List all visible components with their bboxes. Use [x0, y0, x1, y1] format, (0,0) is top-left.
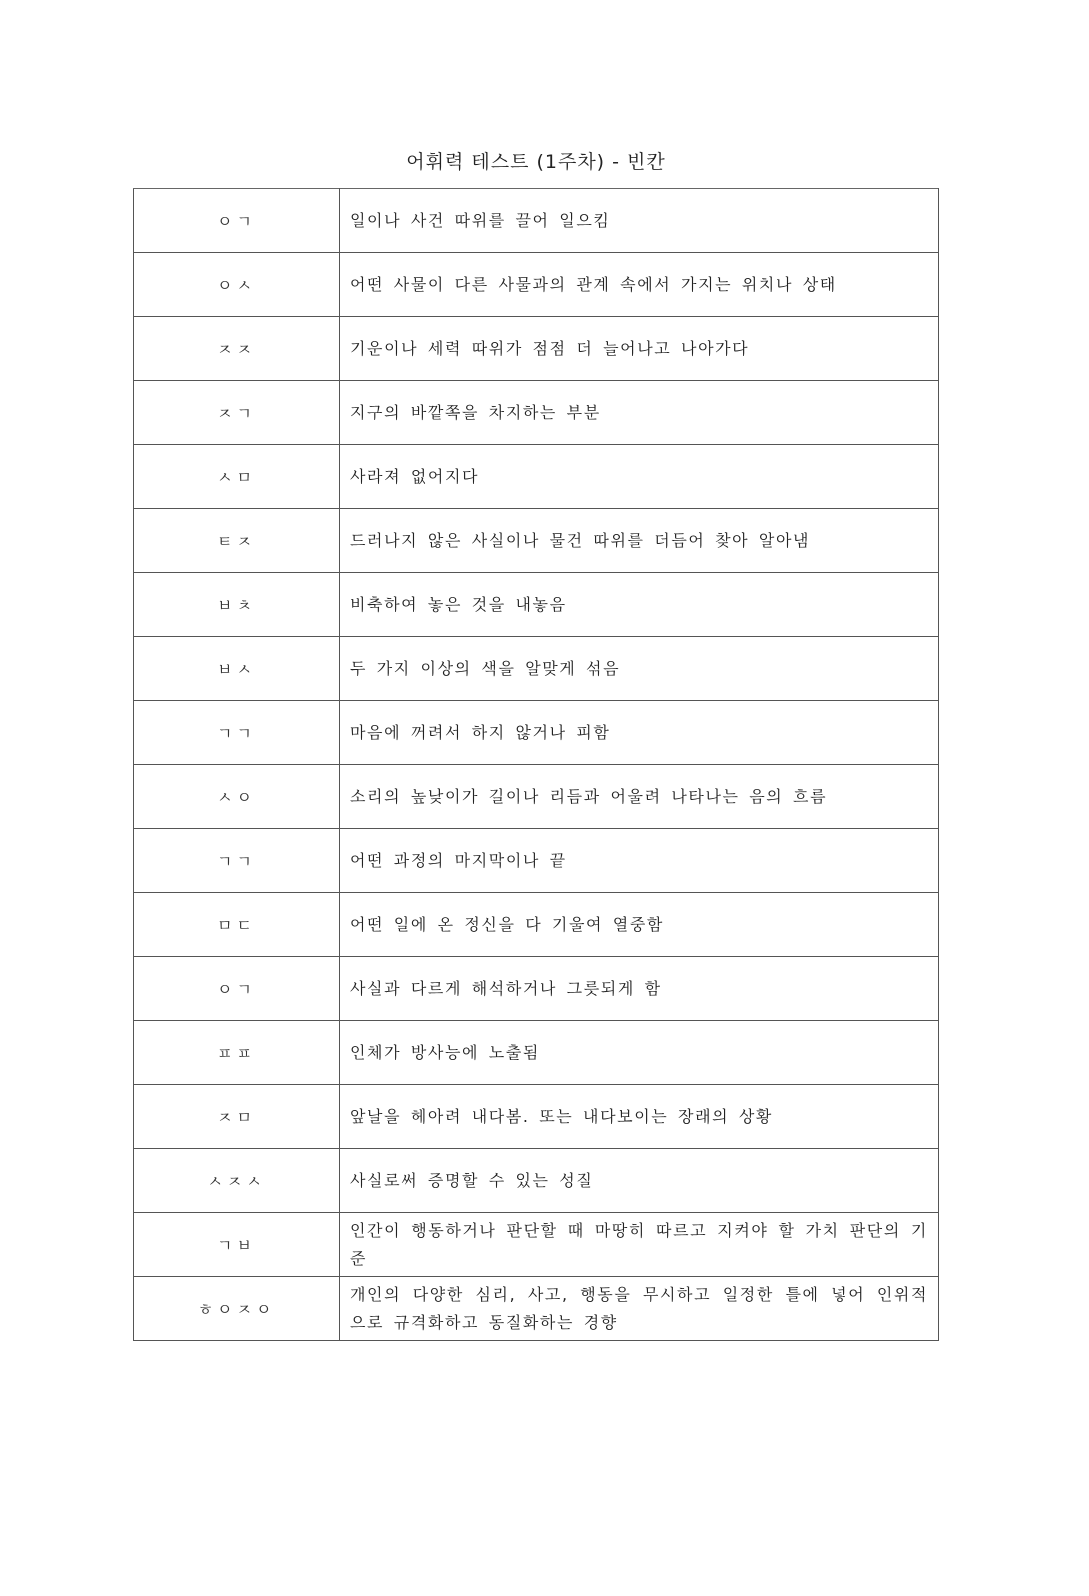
table-row: [134, 317, 939, 381]
definition-cell: 일이나 사건 따위를 끌어 일으킴: [340, 189, 939, 253]
table-row: [134, 893, 939, 957]
definition-cell: 지구의 바깥쪽을 차지하는 부분: [340, 381, 939, 445]
definition-cell: 사실과 다르게 해석하거나 그릇되게 함: [340, 957, 939, 1021]
definition-cell: 기운이나 세력 따위가 점점 더 늘어나고 나아가다: [340, 317, 939, 381]
definition-cell: 어떤 사물이 다른 사물과의 관계 속에서 가지는 위치나 상태: [340, 253, 939, 317]
initial-consonant-hint: ㅎㅇㅈㅇ: [134, 1277, 340, 1341]
initial-consonant-hint: ㅅㅈㅅ: [134, 1149, 340, 1213]
table-row: [134, 1213, 939, 1277]
initial-consonant-hint: ㅈㅈ: [134, 317, 340, 381]
table-row: [134, 829, 939, 893]
definition-cell: 어떤 과정의 마지막이나 끝: [340, 829, 939, 893]
initial-consonant-hint: ㅈㄱ: [134, 381, 340, 445]
table-row: [134, 189, 939, 253]
initial-consonant-hint: ㄱㄱ: [134, 701, 340, 765]
initial-consonant-hint: ㅌㅈ: [134, 509, 340, 573]
table-row: [134, 1149, 939, 1213]
initial-consonant-hint: ㄱㄱ: [134, 829, 340, 893]
initial-consonant-hint: ㅅㅁ: [134, 445, 340, 509]
table-row: [134, 253, 939, 317]
definition-cell: 마음에 꺼려서 하지 않거나 피함: [340, 701, 939, 765]
initial-consonant-hint: ㅁㄷ: [134, 893, 340, 957]
initial-consonant-hint: ㄱㅂ: [134, 1213, 340, 1277]
table-row: [134, 1085, 939, 1149]
definition-cell: 사실로써 증명할 수 있는 성질: [340, 1149, 939, 1213]
table-row: [134, 1277, 939, 1341]
table-row: [134, 445, 939, 509]
definition-cell: 두 가지 이상의 색을 알맞게 섞음: [340, 637, 939, 701]
initial-consonant-hint: ㅂㅅ: [134, 637, 340, 701]
definition-cell: 어떤 일에 온 정신을 다 기울여 열중함: [340, 893, 939, 957]
initial-consonant-hint: ㅂㅊ: [134, 573, 340, 637]
vocabulary-table: [133, 188, 939, 1341]
table-row: [134, 509, 939, 573]
definition-cell: 인체가 방사능에 노출됨: [340, 1021, 939, 1085]
definition-cell: 사라져 없어지다: [340, 445, 939, 509]
table-row: [134, 765, 939, 829]
definition-cell: 앞날을 헤아려 내다봄. 또는 내다보이는 장래의 상황: [340, 1085, 939, 1149]
definition-cell: 드러나지 않은 사실이나 물건 따위를 더듬어 찾아 알아냄: [340, 509, 939, 573]
definition-cell: 소리의 높낮이가 길이나 리듬과 어울려 나타나는 음의 흐름: [340, 765, 939, 829]
initial-consonant-hint: ㅍㅍ: [134, 1021, 340, 1085]
page-title: 어휘력 테스트 (1주차) - 빈칸: [406, 151, 666, 173]
initial-consonant-hint: ㅇㄱ: [134, 957, 340, 1021]
table-row: [134, 957, 939, 1021]
initial-consonant-hint: ㅇㄱ: [134, 189, 340, 253]
definition-cell: 비축하여 놓은 것을 내놓음: [340, 573, 939, 637]
initial-consonant-hint: ㅅㅇ: [134, 765, 340, 829]
table-row: [134, 1021, 939, 1085]
initial-consonant-hint: ㅇㅅ: [134, 253, 340, 317]
table-row: [134, 573, 939, 637]
definition-cell: 개인의 다양한 심리, 사고, 행동을 무시하고 일정한 틀에 넣어 인위적으로 규격화하고 동질화하는 경향: [340, 1277, 939, 1341]
definition-cell: 인간이 행동하거나 판단할 때 마땅히 따르고 지켜야 할 가치 판단의 기준: [340, 1213, 939, 1277]
table-row: [134, 637, 939, 701]
table-row: [134, 701, 939, 765]
table-row: [134, 381, 939, 445]
initial-consonant-hint: ㅈㅁ: [134, 1085, 340, 1149]
